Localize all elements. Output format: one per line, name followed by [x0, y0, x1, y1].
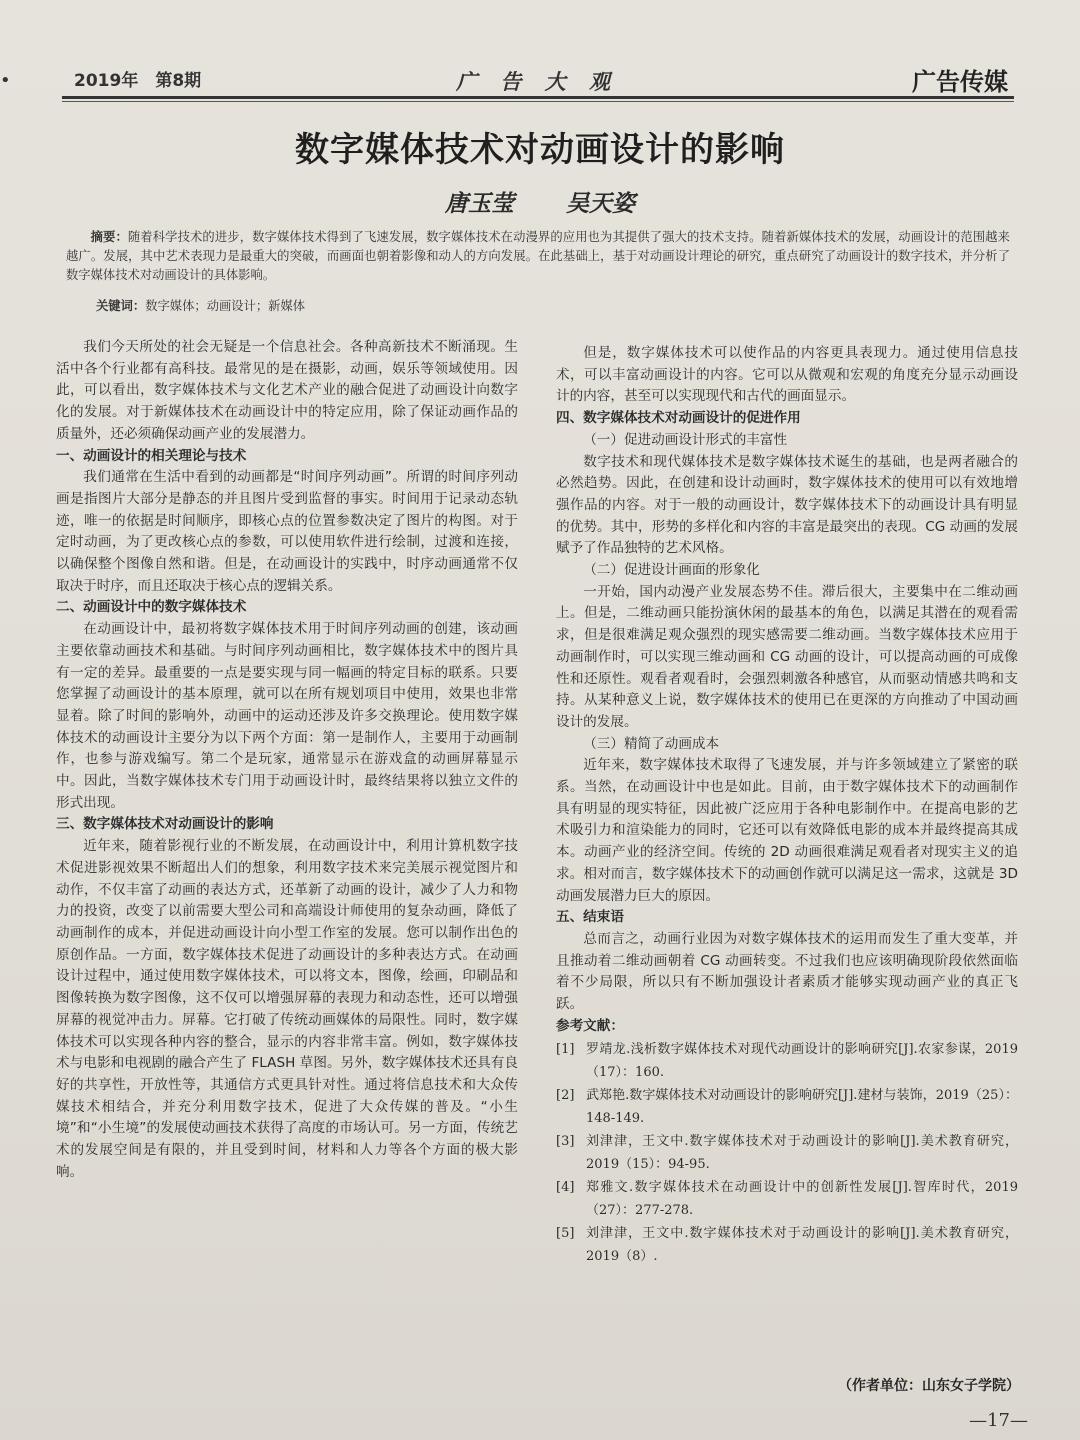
reference-item [556, 1130, 1018, 1176]
reference-text: 武郑艳.数字媒体技术对动画设计的影响研究[J].建材与装饰，2019（25）：148-149. [586, 1087, 1018, 1126]
running-header [62, 58, 1012, 98]
abstract-label: 摘要： [90, 230, 128, 244]
article-title: 数字媒体技术对动画设计的影响 [295, 130, 785, 170]
paragraph: 我们通常在生活中看到的动画都是“时间序列动画”。所谓的时间序列动画是指图片大部分是静态的并且图片受到监督的事实。时间用于记录动态轨迹，唯一的依据是时间顺序，即核心点的位置参数决定了图片的构图。对于定时动画，为了更改核心点的参数，可以使用软件进行绘制，过渡和连接，以确保整个图像自然和谐。但是，在动画设计的实践中，时序动画通常不仅取决于时序，而且还取决于核心点的逻辑关系。 [56, 469, 518, 594]
section-heading: 一、动画设计的相关理论与技术 [56, 447, 247, 464]
paragraph: 近年来，随着影视行业的不断发展，在动画设计中，利用计算机数字技术促进影视效果不断超出人们的想象，利用数字技术来完美展示视觉图片和动作，不仅丰富了动画的表达方式，还革新了动画的设计，减少了人力和物力的投资，改变了以前需要大型公司和高端设计师使用的复杂动画，降低了动画制作的成本，并促进动画设计向小型工作室的发展。您可以制作出色的原创作品。一方面，数字媒体技术促进了动画设计的多种表达方式。在动画设计过程中，通过使用数字媒体技术，可以将文本，图像，绘画，印刷品和图像转换为数字图像，这不仅可以增强屏幕的表现力和动态性，还可以增强屏幕的视觉冲击力。屏幕。它打破了传统动画媒体的局限性。同时，数字媒体技术可以实现各种内容的整合，显示的内容非常丰富。例如，数字媒体技术与电影和电视剧的融合产生了 FLASH 草图。另外，数字媒体技术还具有良好的共享性，开放性等，其通信方式更具针对性。通过将信息技术和大众传媒技术相结合，并充分利用数字技术，促进了大众传媒的普及。“小生境”和“小生境”的发展使动画技术获得了高度的市场认可。另一方面，传统艺术的发展空间是有限的，并且受到时间，材料和人力等各个方面的极大影响。 [56, 838, 518, 1180]
section-heading: 二、动画设计中的数字媒体技术 [56, 599, 247, 616]
references-heading: 参考文献： [556, 1017, 624, 1034]
article-authors [0, 185, 1080, 218]
keywords-label: 关键词： [96, 299, 146, 313]
section-heading: 四、数字媒体技术对动画设计的促进作用 [556, 410, 801, 427]
author-1: 唐玉莹 [444, 190, 514, 217]
margin-mark: • [0, 70, 11, 91]
reference-item [556, 1084, 1018, 1130]
keywords [96, 296, 996, 314]
paragraph: 数字技术和现代媒体技术是数字媒体技术诞生的基础，也是两者融合的必然趋势。因此，在创建和设计动画时，数字媒体技术的使用可以有效地增强作品的内容。对于一般的动画设计，数字媒体技术下的动画设计具有明显的优势。其中，形势的多样化和内容的丰富是最突出的表现。CG 动画的发展赋予了作品独特的艺术风格。 [556, 453, 1018, 557]
references-list [556, 1038, 1018, 1268]
paragraph: 但是，数字媒体技术可以使作品的内容更具表现力。通过使用信息技术，可以丰富动画设计的内容。它可以从微观和宏观的角度充分显示动画设计的内容，甚至可以实现现代和古代的画面显示。 [556, 345, 1018, 405]
journal-name: 广 告 大 观 [456, 69, 618, 94]
reference-number: [1] [556, 1041, 575, 1057]
section-name: 广告传媒 [912, 68, 1008, 96]
reference-number: [3] [556, 1133, 575, 1149]
section-heading: 三、数字媒体技术对动画设计的影响 [56, 816, 274, 833]
header-rule-thin [62, 101, 1014, 102]
subsection-heading: （一）促进动画设计形式的丰富性 [583, 431, 788, 448]
issue-label: 2019年 第8期 [74, 71, 202, 91]
subsection-heading: （三）精简了动画成本 [583, 735, 720, 752]
reference-text: 刘津津，王文中.数字媒体技术对于动画设计的影响[J].美术教育研究，2019（8）. [586, 1225, 1018, 1264]
abstract [66, 228, 1010, 285]
subsection-heading: （二）促进设计画面的形象化 [583, 562, 760, 579]
paragraph: 总而言之，动画行业因为对数字媒体技术的运用而发生了重大变革，并且推动着二维动画朝着 CG 动画转变。不过我们也应该明确现阶段依然面临着不少局限，所以只有不断加强设计者素质才能够实现动画产业的真正飞跃。 [556, 930, 1018, 1013]
reference-number: [4] [556, 1179, 575, 1195]
paragraph: 我们今天所处的社会无疑是一个信息社会。各种高新技术不断涌现。生活中各个行业都有高科技。最常见的是在摄影，动画，娱乐等领域使用。因此，可以看出，数字媒体技术与文化艺术产业的融合促进了动画设计向数字化的发展。对于新媒体技术在动画设计中的特定应用，除了保证动画作品的质量外，还必须确保动画产业的发展潜力。 [56, 339, 518, 442]
page-number: —17— [969, 1410, 1028, 1431]
section-heading: 五、结束语 [556, 909, 624, 926]
keywords-text: 数字媒体；动画设计；新媒体 [145, 299, 306, 313]
author-affiliation: （作者单位：山东女子学院） [838, 1378, 1020, 1394]
reference-number: [2] [556, 1087, 575, 1103]
header-rule [62, 96, 1014, 99]
reference-text: 郑雅文.数字媒体技术在动画设计中的创新性发展[J].智库时代，2019（27）：277-278. [586, 1179, 1018, 1218]
paragraph: 在动画设计中，最初将数字媒体技术用于时间序列动画的创建，该动画主要依靠动画技术和基础。与时间序列动画相比，数字媒体技术中的图片具有一定的差异。最重要的一点是要实现与同一幅画的特定目标的联系。只要您掌握了动画设计的基本原理，就可以在所有规划项目中使用，效果也非常显着。除了时间的影响外，动画中的运动还涉及许多交换理论。使用数字媒体技术的动画设计主要分为以下两个方面：第一是制作人，主要用于动画制作，也参与游戏编写。第二个是玩家，通常显示在游戏盒的动画屏幕显示中。因此，当数字媒体技术专门用于动画设计时，最终结果将以独立文件的形式出现。 [56, 621, 518, 811]
abstract-text: 随着科学技术的进步，数字媒体技术得到了飞速发展，数字媒体技术在动漫界的应用也为其提供了强大的技术支持。随着新媒体技术的发展，动画设计的范围越来越广。发展，其中艺术表现力是最重大的突破，而画面也朝着影像和动人的方向发展。在此基础上，基于对动画设计理论的研究，重点研究了动画设计的数字技术，并分析了数字媒体技术对动画设计的具体影响。 [66, 230, 1010, 282]
reference-item [556, 1038, 1018, 1084]
reference-text: 罗靖龙.浅析数字媒体技术对现代动画设计的影响研究[J].农家参谋，2019（17）：160. [586, 1041, 1018, 1080]
author-2: 吴天姿 [566, 190, 635, 217]
reference-number: [5] [556, 1225, 575, 1241]
right-column [556, 343, 1018, 1268]
reference-item [556, 1176, 1018, 1222]
reference-text: 刘津津，王文中.数字媒体技术对于动画设计的影响[J].美术教育研究，2019（15）：94-95. [586, 1133, 1018, 1172]
reference-item [556, 1222, 1018, 1268]
left-column [56, 337, 518, 1183]
paragraph: 近年来，数字媒体技术取得了飞速发展，并与许多领域建立了紧密的联系。当然，在动画设计中也是如此。目前，由于数字媒体技术下的动画制作具有明显的现实特征，因此被广泛应用于各种电影制作中。在提高电影的艺术吸引力和渲染能力的同时，它还可以有效降低电影的成本并最终提高其成本。动画产业的经济空间。传统的 2D 动画很难满足观看者对现实主义的追求。相对而言，数字媒体技术下的动画创作就可以满足这一需求，这就是 3D 动画发展潜力巨大的原因。 [556, 757, 1018, 904]
paragraph: 一开始，国内动漫产业发展态势不佳。滞后很大，主要集中在二维动画上。但是，二维动画只能扮演休闲的最基本的角色，以满足其潜在的观看需求，但是很难满足观众强烈的现实感需要二维动画。当数字媒体技术应用于动画制作时，可以实现三维动画和 CG 动画的设计，可以提高动画的可成像性和还原性。观看者观看时，会强烈刺激各种感官，从而驱动情感共鸣和支持。从某种意义上说，数字媒体技术的使用已在更深的方向推动了中国动画设计的发展。 [556, 583, 1018, 730]
